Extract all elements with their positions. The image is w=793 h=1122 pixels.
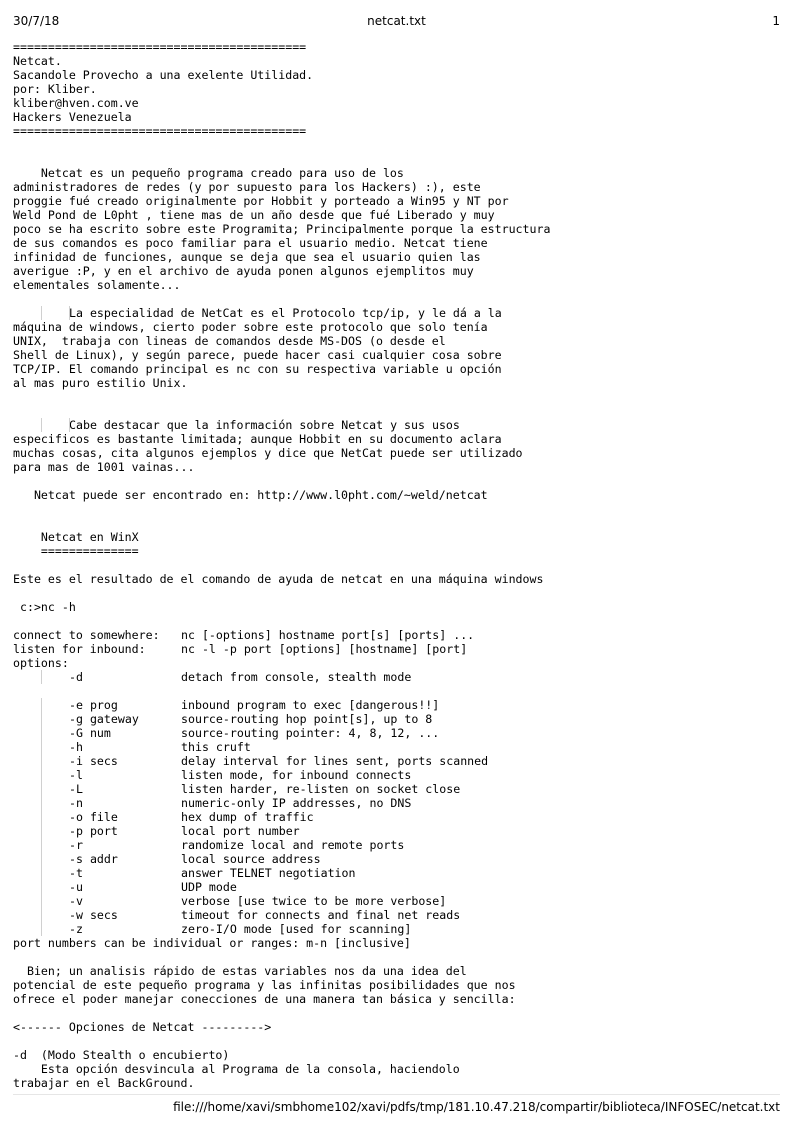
paragraph-line: TCP/IP. El comando principal es nc con su respectiva variable u opción xyxy=(13,362,502,376)
usage-row xyxy=(13,642,783,656)
paragraph-line: UNIX, trabaja con lineas de comandos desde MS-DOS (o desde el xyxy=(13,334,446,348)
options-label: options: xyxy=(13,656,69,670)
option-desc: source-routing pointer: 4, 8, 12, ... xyxy=(181,726,440,740)
option-row xyxy=(13,824,783,838)
d-description: Esta opción desvincula al Programa de la consola, haciendolo xyxy=(13,1062,460,1076)
paragraph-line: máquina de windows, cierto poder sobre este protocolo que solo tenía xyxy=(13,320,488,334)
option-flag: -u xyxy=(69,880,83,894)
paragraph-line: especificos es bastante limitada; aunque Hobbit en su documento aclara xyxy=(13,432,502,446)
option-flag: -p port xyxy=(69,824,118,838)
option-flag: -v xyxy=(69,894,83,908)
tab-indent xyxy=(13,852,69,866)
option-flag: -w secs xyxy=(69,908,118,922)
option-desc: listen harder, re-listen on socket close xyxy=(181,782,461,796)
option-row xyxy=(13,894,783,908)
paragraph-line: Netcat es un pequeño programa creado para uso de los xyxy=(13,166,404,180)
paragraph-line: ofrece el poder manejar conecciones de una manera tan básica y sencilla: xyxy=(13,992,516,1006)
options-list xyxy=(13,698,783,936)
option-desc: randomize local and remote ports xyxy=(181,838,405,852)
document-title: netcat.txt xyxy=(367,14,426,28)
option-desc: source-routing hop point[s], up to 8 xyxy=(181,712,433,726)
command-line: c:>nc -h xyxy=(13,600,76,614)
option-row xyxy=(13,768,783,782)
tab-indent xyxy=(13,880,69,894)
option-row xyxy=(13,712,783,726)
paragraph-line: potencial de este pequeño programa y las infinitas posibilidades que nos xyxy=(13,978,516,992)
tab-indent xyxy=(13,740,69,754)
option-row xyxy=(13,740,783,754)
option-row xyxy=(13,908,783,922)
section-title: Netcat en WinX xyxy=(13,530,139,544)
paragraph-text: La especialidad de NetCat es el Protocolo tcp/ip, y le dá a la xyxy=(69,306,502,320)
intro-rule-top: ========================================== xyxy=(13,40,307,54)
option-flag: -s addr xyxy=(69,852,118,866)
option-flag: -d xyxy=(69,670,83,684)
option-flag: -G num xyxy=(69,726,111,740)
d-heading: -d (Modo Stealth o encubierto) xyxy=(13,1048,230,1062)
port-note: port numbers can be individual or ranges: m-n [inclusive] xyxy=(13,936,411,950)
file-path: file:///home/xavi/smbhome102/xavi/pdfs/tmp/181.10.47.218/compartir/biblioteca/INFOSEC/netcat.txt xyxy=(173,1100,780,1114)
option-desc: this cruft xyxy=(181,740,251,754)
intro-line: por: Kliber. xyxy=(13,82,97,96)
option-flag: -h xyxy=(69,740,83,754)
document-body xyxy=(13,40,783,1090)
print-date: 30/7/18 xyxy=(13,14,60,28)
section-underline: ============== xyxy=(13,544,139,558)
tab-indent xyxy=(13,796,69,810)
tab-indent xyxy=(13,824,69,838)
paragraph-line: al mas puro estilio Unix. xyxy=(13,376,188,390)
option-flag: -L xyxy=(69,782,83,796)
option-desc: numeric-only IP addresses, no DNS xyxy=(181,796,412,810)
footer-divider xyxy=(13,1094,780,1095)
option-desc: answer TELNET negotiation xyxy=(181,866,356,880)
paragraph-line: proggie fué creado originalmente por Hobbit y porteado a Win95 y NT por xyxy=(13,194,509,208)
option-flag: -t xyxy=(69,866,83,880)
page-header xyxy=(13,14,780,32)
option-row xyxy=(13,754,783,768)
intro-line: Netcat. xyxy=(13,54,62,68)
option-flag: -r xyxy=(69,838,83,852)
tab-indent xyxy=(13,418,69,432)
option-desc: UDP mode xyxy=(181,880,237,894)
option-flag: -i secs xyxy=(69,754,118,768)
option-flag: -n xyxy=(69,796,83,810)
tab-indent xyxy=(13,754,69,768)
tab-indent xyxy=(13,768,69,782)
usage-label: connect to somewhere: xyxy=(13,628,160,642)
option-desc: detach from console, stealth mode xyxy=(181,670,412,684)
intro-line: Sacandole Provecho a una exelente Utilidad. xyxy=(13,68,314,82)
paragraph-line xyxy=(13,418,783,432)
option-row xyxy=(13,866,783,880)
option-row xyxy=(13,782,783,796)
option-desc: local port number xyxy=(181,824,300,838)
page-number: 1 xyxy=(772,14,780,28)
tab-indent xyxy=(13,908,69,922)
tab-indent xyxy=(13,306,69,320)
tab-indent xyxy=(13,866,69,880)
option-desc: verbose [use twice to be more verbose] xyxy=(181,894,447,908)
option-row xyxy=(13,838,783,852)
option-row xyxy=(13,726,783,740)
paragraph-line: administradores de redes (y por supuesto para los Hackers) :), este xyxy=(13,180,481,194)
option-desc: inbound program to exec [dangerous!!] xyxy=(181,698,440,712)
usage-label: listen for inbound: xyxy=(13,642,146,656)
paragraph-line: infinidad de funciones, aunque se deja que sea el usuario quien las xyxy=(13,250,481,264)
option-desc: hex dump of traffic xyxy=(181,810,314,824)
option-flag: -l xyxy=(69,768,83,782)
option-row xyxy=(13,922,783,936)
paragraph-line: muchas cosas, cita algunos ejemplos y dice que NetCat puede ser utilizado xyxy=(13,446,523,460)
option-row xyxy=(13,852,783,866)
option-desc: local source address xyxy=(181,852,321,866)
paragraph-line xyxy=(13,306,783,320)
usage-value: nc -l -p port [options] [hostname] [port] xyxy=(181,642,468,656)
option-flag: -z xyxy=(69,922,83,936)
paragraph-line: Weld Pond de L0pht , tiene mas de un año desde que fué Liberado y muy xyxy=(13,208,495,222)
tab-indent xyxy=(13,782,69,796)
option-flag: -e prog xyxy=(69,698,118,712)
help-intro: Este es el resultado de el comando de ayuda de netcat en una máquina windows xyxy=(13,572,544,586)
paragraph-line: poco se ha escrito sobre este Programita; Principalmente porque la estructura xyxy=(13,222,551,236)
intro-line: kliber@hven.com.ve xyxy=(13,96,139,110)
option-flag: -o file xyxy=(69,810,118,824)
intro-rule-bottom: ========================================== xyxy=(13,124,307,138)
tab-indent xyxy=(13,726,69,740)
tab-indent xyxy=(13,922,69,936)
options-heading: <------ Opciones de Netcat ---------> xyxy=(13,1020,272,1034)
paragraph-line: averigue :P, y en el archivo de ayuda ponen algunos ejemplitos muy xyxy=(13,264,474,278)
usage-row xyxy=(13,628,783,642)
option-row xyxy=(13,698,783,712)
option-desc: listen mode, for inbound connects xyxy=(181,768,412,782)
d-description: trabajar en el BackGround. xyxy=(13,1076,195,1090)
paragraph-line: de sus comandos es poco familiar para el usuario medio. Netcat tiene xyxy=(13,236,488,250)
netcat-url-line: Netcat puede ser encontrado en: http://www.l0pht.com/~weld/netcat xyxy=(13,488,488,502)
tab-indent xyxy=(13,894,69,908)
option-desc: delay interval for lines sent, ports scanned xyxy=(181,754,489,768)
tab-indent xyxy=(13,838,69,852)
option-flag: -g gateway xyxy=(69,712,139,726)
paragraph-text: Cabe destacar que la información sobre Netcat y sus usos xyxy=(69,418,460,432)
paragraph-line: para mas de 1001 vainas... xyxy=(13,460,195,474)
option-row xyxy=(13,880,783,894)
usage-value: nc [-options] hostname port[s] [ports] ... xyxy=(181,628,475,642)
option-row xyxy=(13,810,783,824)
option-row xyxy=(13,796,783,810)
intro-line: Hackers Venezuela xyxy=(13,110,132,124)
paragraph-line: elementales solamente... xyxy=(13,278,181,292)
tab-indent xyxy=(13,810,69,824)
option-desc: zero-I/O mode [used for scanning] xyxy=(181,922,412,936)
paragraph-line: Bien; un analisis rápido de estas variables nos da una idea del xyxy=(13,964,467,978)
paragraph-line: Shell de Linux), y según parece, puede hacer casi cualquier cosa sobre xyxy=(13,348,502,362)
option-row xyxy=(13,670,783,684)
tab-indent xyxy=(13,712,69,726)
tab-indent xyxy=(13,670,69,684)
option-desc: timeout for connects and final net reads xyxy=(181,908,461,922)
tab-indent xyxy=(13,698,69,712)
